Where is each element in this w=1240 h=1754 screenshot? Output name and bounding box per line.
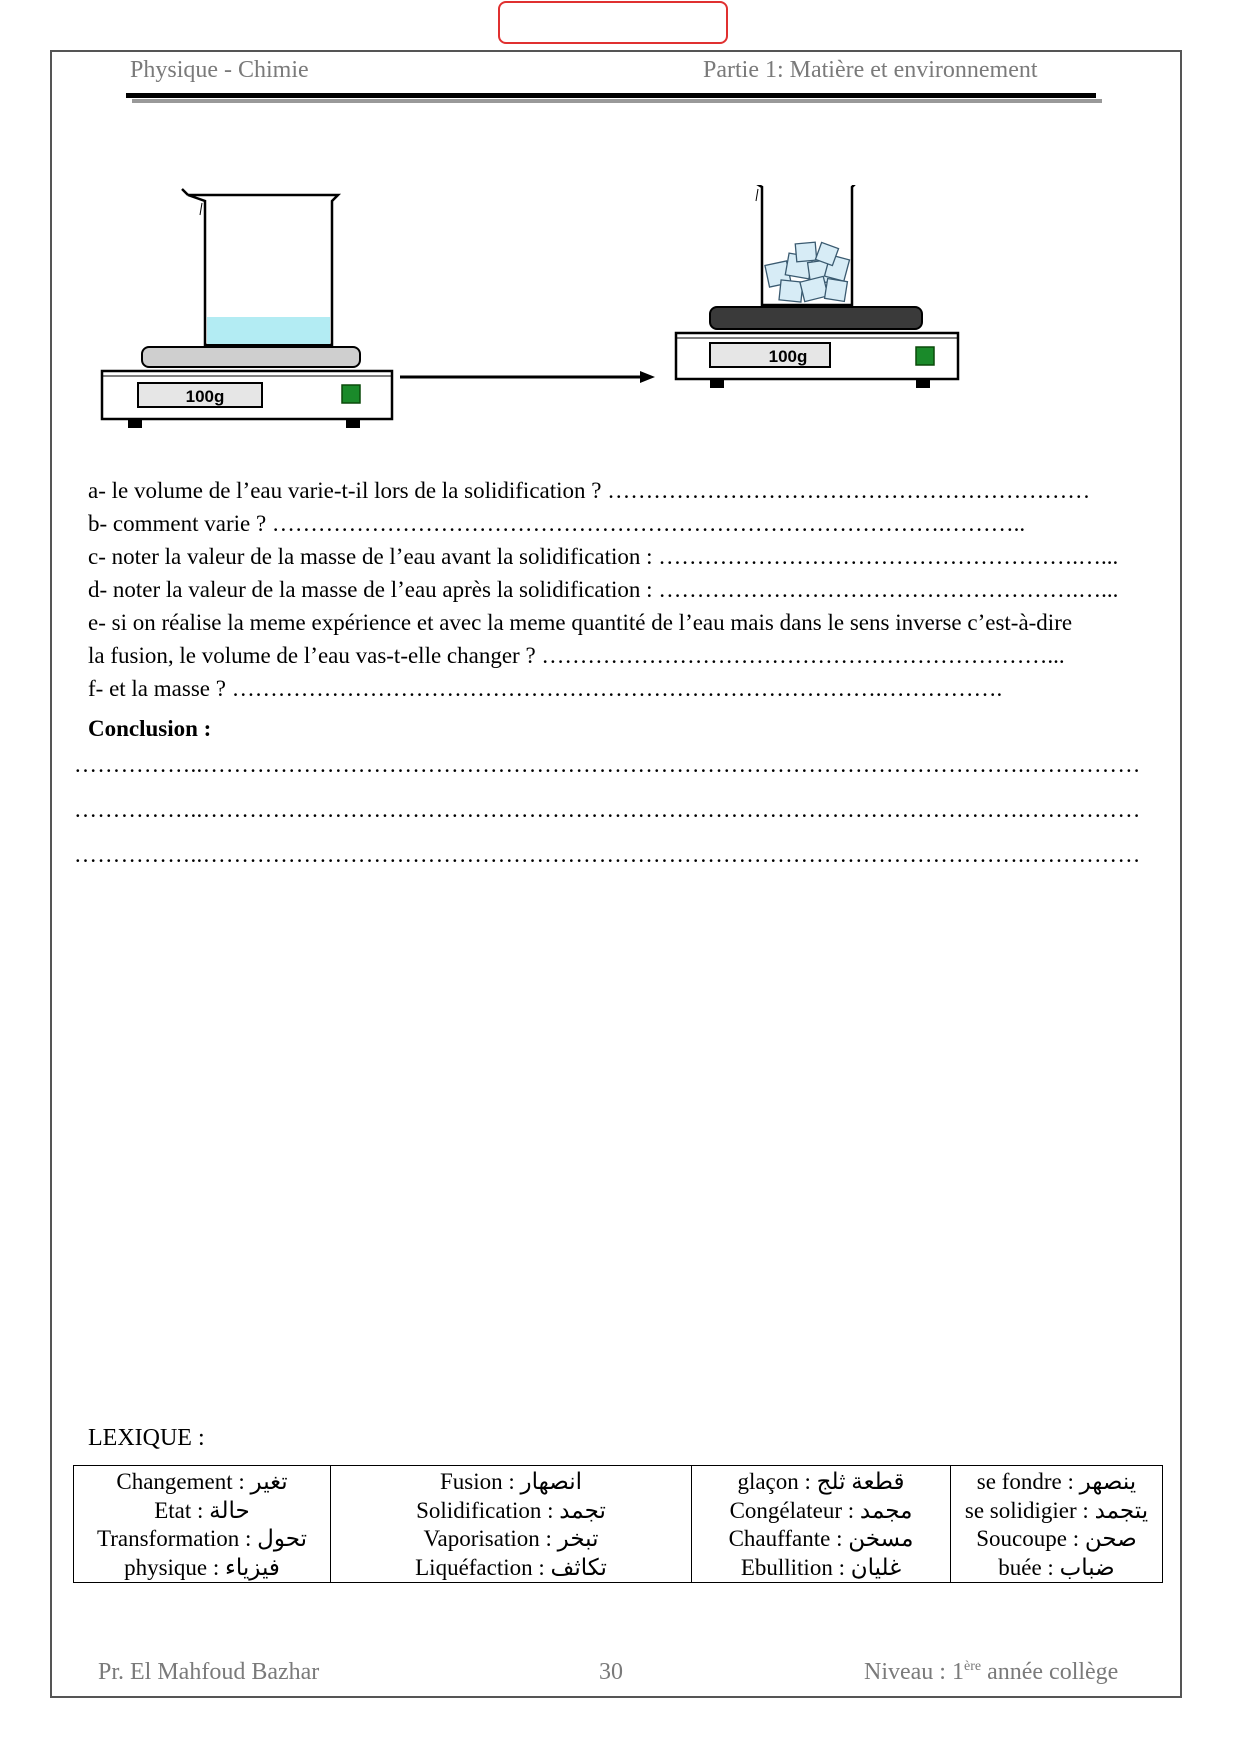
lexique-term: se fondre : ينصهر [976,1469,1137,1494]
conclusion-answer-line: ……………..…………………………………………………………………………………………….…………… [74,752,1141,777]
lexique-term: Fusion : انصهار [440,1469,582,1494]
right-scale-reading: 100g [768,347,808,366]
lexique-term: buée : ضباب [998,1554,1115,1580]
lexique-column [331,1466,692,1583]
right-balance [676,185,958,388]
left-indicator-light [342,385,360,403]
lexique-term: Transformation : تحول [97,1526,307,1551]
right-scale-body [676,333,958,388]
top-tab-box [498,1,728,44]
left-scale-reading: 100g [185,387,225,406]
experiment-figure [90,185,1090,445]
lexique-table [73,1465,1163,1583]
right-indicator-light [916,347,934,365]
lexique-row [74,1466,1163,1583]
question-d: d- noter la valeur de la masse de l’eau après la solidification : ……………………………………………….…... [88,577,1119,602]
lexique-term: glaçon : قطعة ثلج [737,1469,905,1494]
left-balance [102,189,392,428]
conclusion-label: Conclusion : [88,716,212,741]
conclusion-answer-line: ……………..…………………………………………………………………………………………….…………… [74,842,1141,867]
header-part: Partie 1: Matière et environnement [703,57,1038,83]
left-beaker [182,189,338,345]
lexique-term: Vaporisation : تبخر [423,1526,599,1551]
lexique-column [692,1466,951,1583]
lexique-title: LEXIQUE : [88,1425,205,1451]
lexique-term: Liquéfaction : تكاثف [415,1554,607,1580]
footer-page-number: 30 [599,1659,623,1685]
header-rule [126,93,1096,98]
question-c: c- noter la valeur de la masse de l’eau avant la solidification : ……………………………………………….…... [88,544,1119,569]
lexique-term: Solidification : تجمد [416,1497,606,1523]
lexique-column [74,1466,331,1583]
question-e: e- si on réalise la meme expérience et avec la meme quantité de l’eau mais dans le sens inverse c’est-à-dire [88,610,1073,635]
question-b: b- comment varie ? …………………………………………………………………………….……….. [88,511,1026,536]
lexique-column [951,1466,1163,1583]
lexique-term: Etat : حالة [154,1497,250,1523]
lexique-term: Soucoupe : صحن [976,1526,1137,1551]
question-f: f- et la masse ? ………………………………………………………………………….……………. [88,676,1003,701]
header-subject: Physique - Chimie [130,57,309,83]
footer-level: Niveau : 1ère année collège [864,1659,1119,1685]
lexique-term: Chauffante : مسخن [728,1526,914,1551]
liquid-water [207,317,330,344]
right-beaker [747,185,858,305]
transition-arrow [400,371,655,383]
lexique-term: physique : فيزياء [124,1554,280,1580]
left-scale-plate [142,347,360,367]
lexique-term: Ebullition : غليان [740,1554,902,1580]
question-e-continued: la fusion, le volume de l’eau vas-t-elle changer ? …………………………………………………………... [88,643,1065,668]
lexique-term: se solidigier : يتجمد [964,1497,1149,1523]
question-a: a- le volume de l’eau varie-t-il lors de la solidification ? ……………………………………………………… [88,478,1091,503]
header-rule-shadow [132,99,1102,103]
lexique-term: Congélateur : مجمد [729,1497,913,1523]
conclusion-answer-line: ……………..…………………………………………………………………………………………….…………… [74,797,1141,822]
left-scale-body [102,371,392,428]
lexique-term: Changement : تغير [116,1469,288,1494]
right-scale-plate [710,307,922,329]
footer-author: Pr. El Mahfoud Bazhar [98,1659,320,1685]
